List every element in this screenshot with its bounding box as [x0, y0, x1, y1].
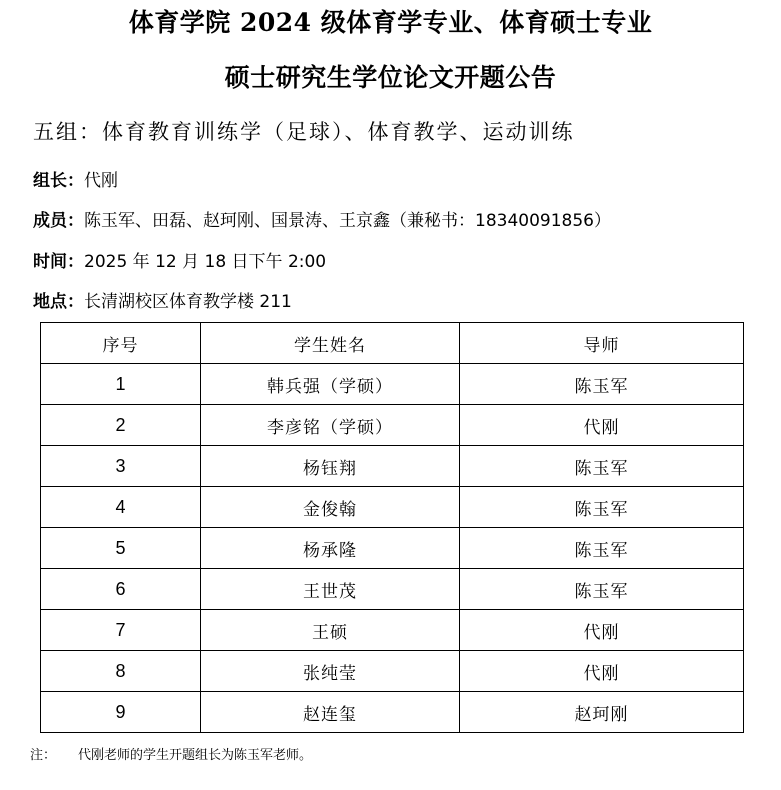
time-value: 2025 年 12 月 18 日下午 2:00 — [84, 252, 327, 272]
row-index: 5 — [41, 528, 201, 569]
place-label: 地点： — [33, 292, 84, 312]
row-index: 4 — [41, 487, 201, 528]
row-advisor: 陈玉军 — [460, 528, 744, 569]
footnote-text: 代刚老师的学生开题组长为陈玉军老师。 — [78, 748, 313, 763]
row-student-name: 金俊翰 — [201, 487, 460, 528]
row-advisor: 陈玉军 — [460, 487, 744, 528]
table-row — [41, 487, 744, 528]
leader-row — [33, 168, 118, 194]
row-index: 3 — [41, 446, 201, 487]
table-row — [41, 610, 744, 651]
row-advisor: 赵珂刚 — [460, 692, 744, 733]
members-value: 陈玉军、田磊、赵珂刚、国景涛、王京鑫（兼秘书：18340091856） — [84, 211, 611, 231]
row-advisor: 代刚 — [460, 405, 744, 446]
row-student-name: 王世茂 — [201, 569, 460, 610]
group-heading: 五组：体育教育训练学（足球）、体育教学、运动训练 — [33, 120, 575, 144]
row-advisor: 陈玉军 — [460, 446, 744, 487]
table-row — [41, 528, 744, 569]
time-label: 时间： — [33, 252, 84, 272]
page-title-line-1: 体育学院 2024 级体育学专业、体育硕士专业 — [128, 8, 653, 37]
row-advisor: 代刚 — [460, 610, 744, 651]
leader-value: 代刚 — [84, 171, 118, 191]
page-title-line-2: 硕士研究生学位论文开题公告 — [224, 63, 557, 92]
members-label: 成员： — [33, 211, 84, 231]
row-advisor: 陈玉军 — [460, 364, 744, 405]
footnote — [30, 746, 312, 766]
table-row — [41, 569, 744, 610]
row-student-name: 王硕 — [201, 610, 460, 651]
table-row — [41, 651, 744, 692]
table-header-row — [41, 323, 744, 364]
row-student-name: 李彦铭（学硕） — [201, 405, 460, 446]
row-advisor: 代刚 — [460, 651, 744, 692]
row-index: 1 — [41, 364, 201, 405]
leader-label: 组长： — [33, 171, 84, 191]
row-student-name: 杨钰翔 — [201, 446, 460, 487]
row-index: 8 — [41, 651, 201, 692]
place-value: 长清湖校区体育教学楼 211 — [84, 292, 292, 312]
table-row — [41, 364, 744, 405]
table-row — [41, 405, 744, 446]
row-index: 7 — [41, 610, 201, 651]
footnote-label: 注： — [30, 748, 57, 763]
student-table — [40, 322, 744, 733]
row-student-name: 张纯莹 — [201, 651, 460, 692]
row-student-name: 杨承隆 — [201, 528, 460, 569]
row-student-name: 韩兵强（学硕） — [201, 364, 460, 405]
row-index: 9 — [41, 692, 201, 733]
place-row — [33, 289, 292, 315]
header-advisor: 导师 — [460, 323, 744, 364]
header-student-name: 学生姓名 — [201, 323, 460, 364]
row-advisor: 陈玉军 — [460, 569, 744, 610]
table-row — [41, 446, 744, 487]
members-row — [33, 208, 611, 234]
row-student-name: 赵连玺 — [201, 692, 460, 733]
header-index: 序号 — [41, 323, 201, 364]
row-index: 6 — [41, 569, 201, 610]
table-row — [41, 692, 744, 733]
time-row — [33, 249, 326, 275]
row-index: 2 — [41, 405, 201, 446]
